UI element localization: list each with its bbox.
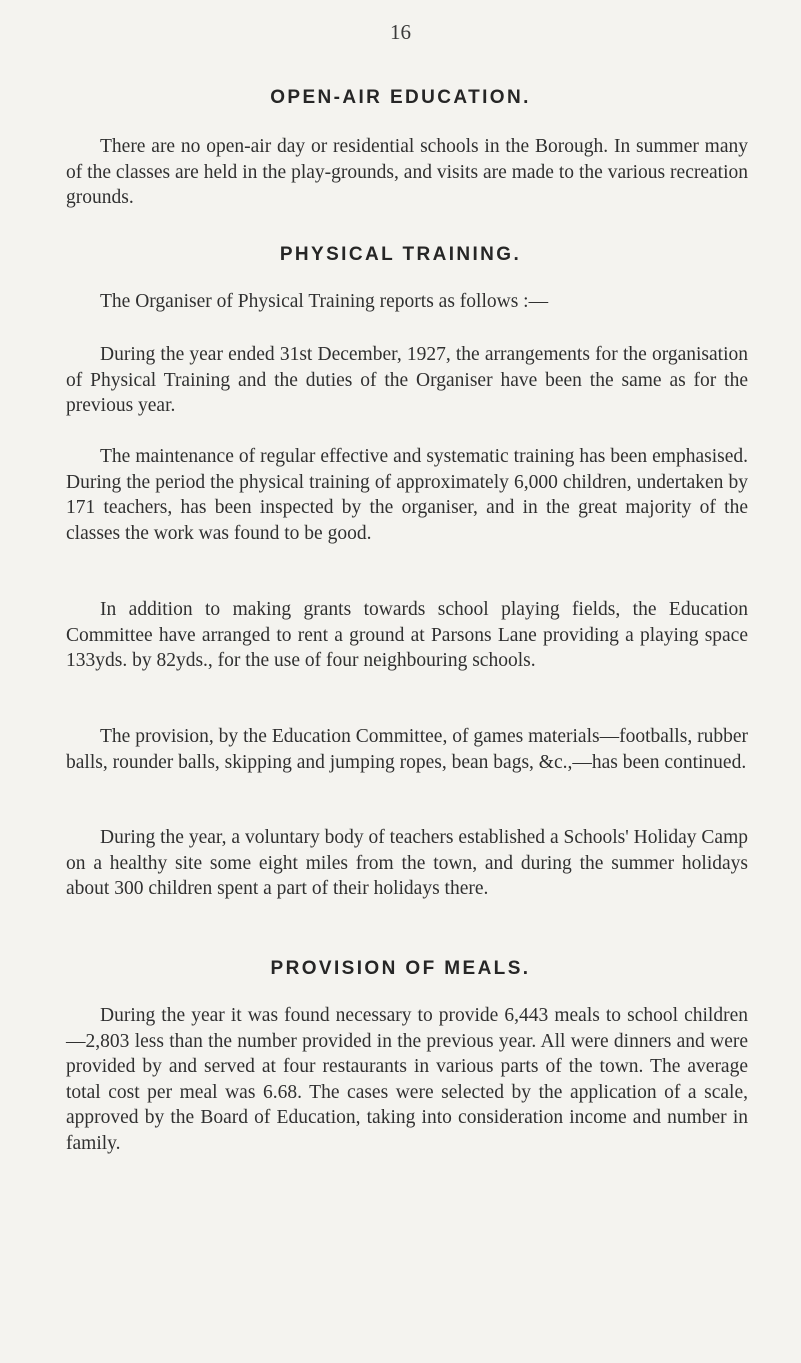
paragraph-maintenance: The maintenance of regular effective and systematic training has been emphasised. During the period the physical training of approximately 6,000 children, undertaken by 171 teachers, has been inspected by the organiser, and in the great majority of the classes the work was found to be good.	[66, 446, 748, 544]
paragraph-meals: During the year it was found necessary to provide 6,443 meals to school children—2,803 less than the number provided in the previous year. All were dinners and were provided by and served at four restaurants in various parts of the town. The average total cost per meal was 6.68. The cases were selected by the application of a scale, approved by the Board of Education, taking into consideration income and number in family.	[66, 1005, 748, 1154]
paragraph-arrangements: During the year ended 31st December, 1927, the arrangements for the organisation of Physical Training and the duties of the Organiser have been the same as for the previous year.	[66, 344, 748, 417]
paragraph-holiday-camp: During the year, a voluntary body of teachers established a Schools' Holiday Camp on a healthy site some eight miles from the town, and during the summer holidays about 300 children spent a part of their holidays there.	[66, 827, 748, 900]
paragraph-games-materials: The provision, by the Education Committee, of games materials—footballs, rubber balls, rounder balls, skipping and jumping ropes, bean bags, &c.,—has been continued.	[66, 726, 748, 773]
paragraph-playing-fields: In addition to making grants towards school playing fields, the Education Committee have arranged to rent a ground at Parsons Lane providing a playing space 133yds. by 82yds., for the use of four neighbouring schools.	[66, 599, 748, 672]
heading-provision-of-meals: PROVISION OF MEALS.	[270, 958, 531, 979]
page-number: 16	[390, 20, 411, 44]
heading-open-air-education: OPEN-AIR EDUCATION.	[270, 87, 531, 108]
heading-physical-training: PHYSICAL TRAINING.	[279, 244, 522, 265]
paragraph-organiser-reports: The Organiser of Physical Training reports as follows :—	[100, 291, 549, 312]
paragraph-open-air: There are no open-air day or residential schools in the Borough. In summer many of the classes are held in the play-grounds, and visits are made to the various recreation grounds.	[66, 136, 748, 209]
